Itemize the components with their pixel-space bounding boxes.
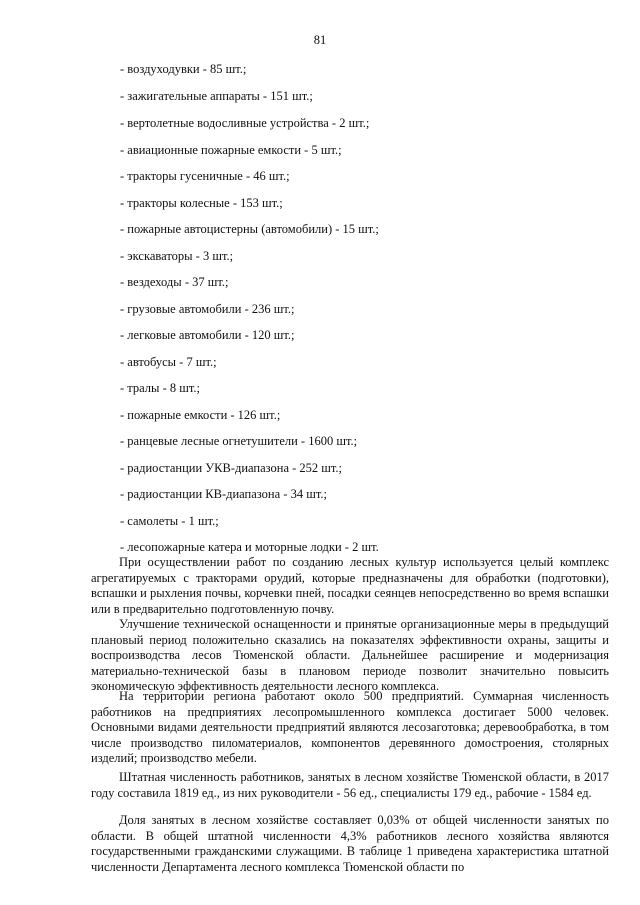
paragraph: На территории региона работают около 500 предприятий. Суммарная численность работников на предприятиях лесопромышленного комплекса достигает 5000 человек. Основными видами деятельности предприятий являются лесозаготовка; деревообработка, в том числе производство пиломатериалов, компонентов деревянного домостроения, столярных изделий; производство мебели.	[91, 689, 609, 765]
page-number: 81	[313, 33, 327, 47]
list-item: - радиостанции УКВ-диапазона - 252 шт.;	[120, 461, 343, 475]
paragraph: Доля занятых в лесном хозяйстве составляет 0,03% от общей численности занятых по области. В общей штатной численности 4,3% работников лесного хозяйства являются государственными гражданскими служащими. В таблице 1 приведена характеристика штатной численности Департамента лесного комплекса Тюменской области по	[91, 813, 609, 874]
list-item: - самолеты - 1 шт.;	[120, 514, 219, 528]
list-item: - тракторы колесные - 153 шт.;	[120, 196, 283, 210]
list-item: - лесопожарные катера и моторные лодки - 2 шт.	[120, 540, 379, 554]
list-item: - автобусы - 7 шт.;	[120, 355, 217, 369]
list-item: - зажигательные аппараты - 151 шт.;	[120, 89, 313, 103]
paragraph: Улучшение технической оснащенности и принятые организационные меры в предыдущий плановый период положительно сказались на показателях эффективности охраны, защиты и воспроизводства лесов Тюменской области. Дальнейшее расширение и модернизация материально-технической базы в плановом периоде позволит значительно повысить экономическую эффективность деятельности лесного комплекса.	[91, 617, 609, 693]
list-item: - грузовые автомобили - 236 шт.;	[120, 302, 295, 316]
list-item: - вертолетные водосливные устройства - 2 шт.;	[120, 116, 370, 130]
paragraph: Штатная численность работников, занятых в лесном хозяйстве Тюменской области, в 2017 году составила 1819 ед., из них руководители - 56 ед., специалисты 179 ед., рабочие - 1584 ед.	[91, 770, 609, 800]
list-item: - пожарные автоцистерны (автомобили) - 15 шт.;	[120, 222, 379, 236]
list-item: - экскаваторы - 3 шт.;	[120, 249, 234, 263]
list-item: - тралы - 8 шт.;	[120, 381, 200, 395]
list-item: - легковые автомобили - 120 шт.;	[120, 328, 295, 342]
list-item: - радиостанции КВ-диапазона - 34 шт.;	[120, 487, 327, 501]
list-item: - вездеходы - 37 шт.;	[120, 275, 229, 289]
list-item: - авиационные пожарные емкости - 5 шт.;	[120, 143, 342, 157]
list-item: - ранцевые лесные огнетушители - 1600 шт.;	[120, 434, 358, 448]
paragraph: При осуществлении работ по созданию лесных культур используется целый комплекс агрегатируемых с тракторами орудий, которые предназначены для обработки (подготовки), вспашки и рыхления почвы, корчевки пней, посадки сеянцев непосредственно во время вспашки или в предварительно подготовленную почву.	[91, 555, 609, 616]
list-item: - воздуходувки - 85 шт.;	[120, 62, 247, 76]
list-item: - пожарные емкости - 126 шт.;	[120, 408, 281, 422]
list-item: - тракторы гусеничные - 46 шт.;	[120, 169, 290, 183]
